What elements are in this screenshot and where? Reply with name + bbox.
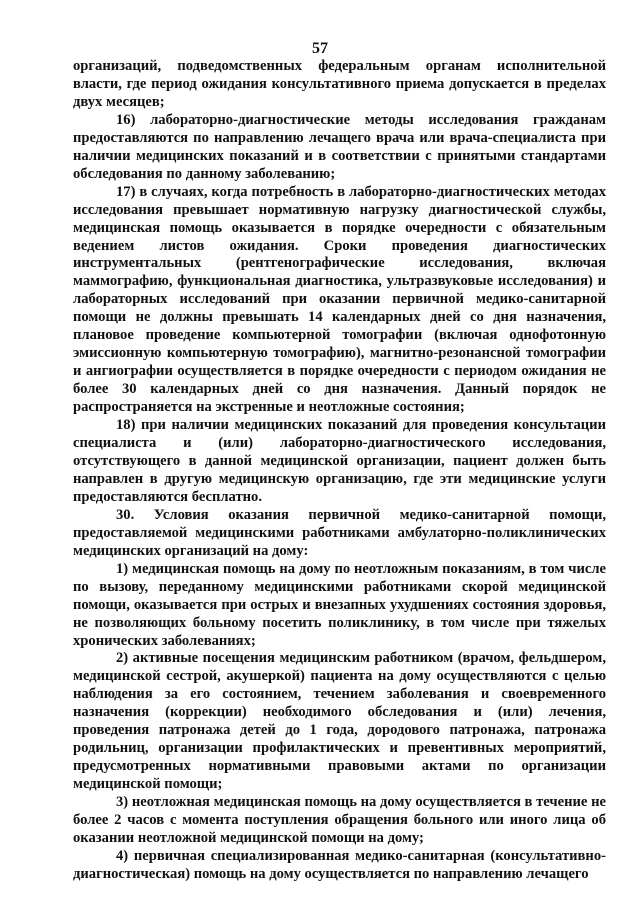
paragraph-item-17: 17) в случаях, когда потребность в лабораторно-диагностических методах исследования превышает нормативную нагрузку диагностической службы, медицинская помощь оказывается в порядке очередности с обязательным ведением листов ожидания. Сроки проведения диагностических инструментальных (рентгенографические исследования, включая маммографию, функциональная диагностика, ультразвуковые исследования) и лабораторных исследований при оказании первичной медико-санитарной помощи не должны превышать 14 календарных дней со дня назначения, плановое проведение компьютерной томографии (включая однофотонную эмиссионную компьютерную томографию), магнитно-резонансной томографии и ангиографии осуществляется в порядке очередности с периодом ожидания не более 30 календарных дней со дня назначения. Данный порядок не распространяется на экстренные и неотложные состояния; bbox=[73, 183, 606, 416]
document-body bbox=[73, 58, 606, 884]
paragraph-item-3: 3) неотложная медицинская помощь на дому осуществляется в течение не более 2 часов с момента поступления обращения больного или иного лица об оказании неотложной медицинской помощи на дому; bbox=[73, 794, 606, 846]
paragraph-section-30: 30. Условия оказания первичной медико-санитарной помощи, предоставляемой медицинскими работниками амбулаторно-поликлинических медицинских организаций на дому: bbox=[73, 506, 606, 559]
paragraph-item-2: 2) активные посещения медицинским работником (врачом, фельдшером, медицинской сестрой, акушеркой) пациента на дому осуществляются с целью наблюдения за его состоянием, течением заболевания и своевременного назначения (коррекции) необходимого обследования и (или) лечения, проведения патронажа детей до 1 года, дородового патронажа, патронажа родильниц, организации профилактических и превентивных мероприятий, предусмотренных нормативными правовыми актами по организации медицинской помощи; bbox=[73, 650, 606, 793]
page-number: 57 bbox=[312, 40, 328, 57]
paragraph-item-16: 16) лабораторно-диагностические методы исследования гражданам предоставляются по направлению лечащего врача или врача-специалиста при наличии медицинских показаний и в соответствии с принятыми стандартами обследования по данному заболеванию; bbox=[73, 111, 606, 182]
paragraph-item-4: 4) первичная специализированная медико-санитарная (консультативно-диагностическая) помощь на дому осуществляется по направлению лечащего bbox=[73, 847, 606, 882]
paragraph-item-18: 18) при наличии медицинских показаний для проведения консультации специалиста и (или) лабораторно-диагностического исследования, отсутствующего в данной медицинской организации, пациент должен быть направлен в другую медицинскую организацию, где эти медицинские услуги предоставляются бесплатно. bbox=[73, 417, 606, 505]
paragraph-continuation: организаций, подведомственных федеральным органам исполнительной власти, где период ожидания консультативного приема допускается в пределах двух месяцев; bbox=[73, 58, 606, 110]
paragraph-item-1: 1) медицинская помощь на дому по неотложным показаниям, в том числе по вызову, переданному медицинскими работниками скорой медицинской помощи, оказывается при острых и внезапных ухудшениях состояния здоровья, не позволяющих больному посетить поликлинику, в том числе при тяжелых хронических заболеваниях; bbox=[73, 560, 606, 649]
